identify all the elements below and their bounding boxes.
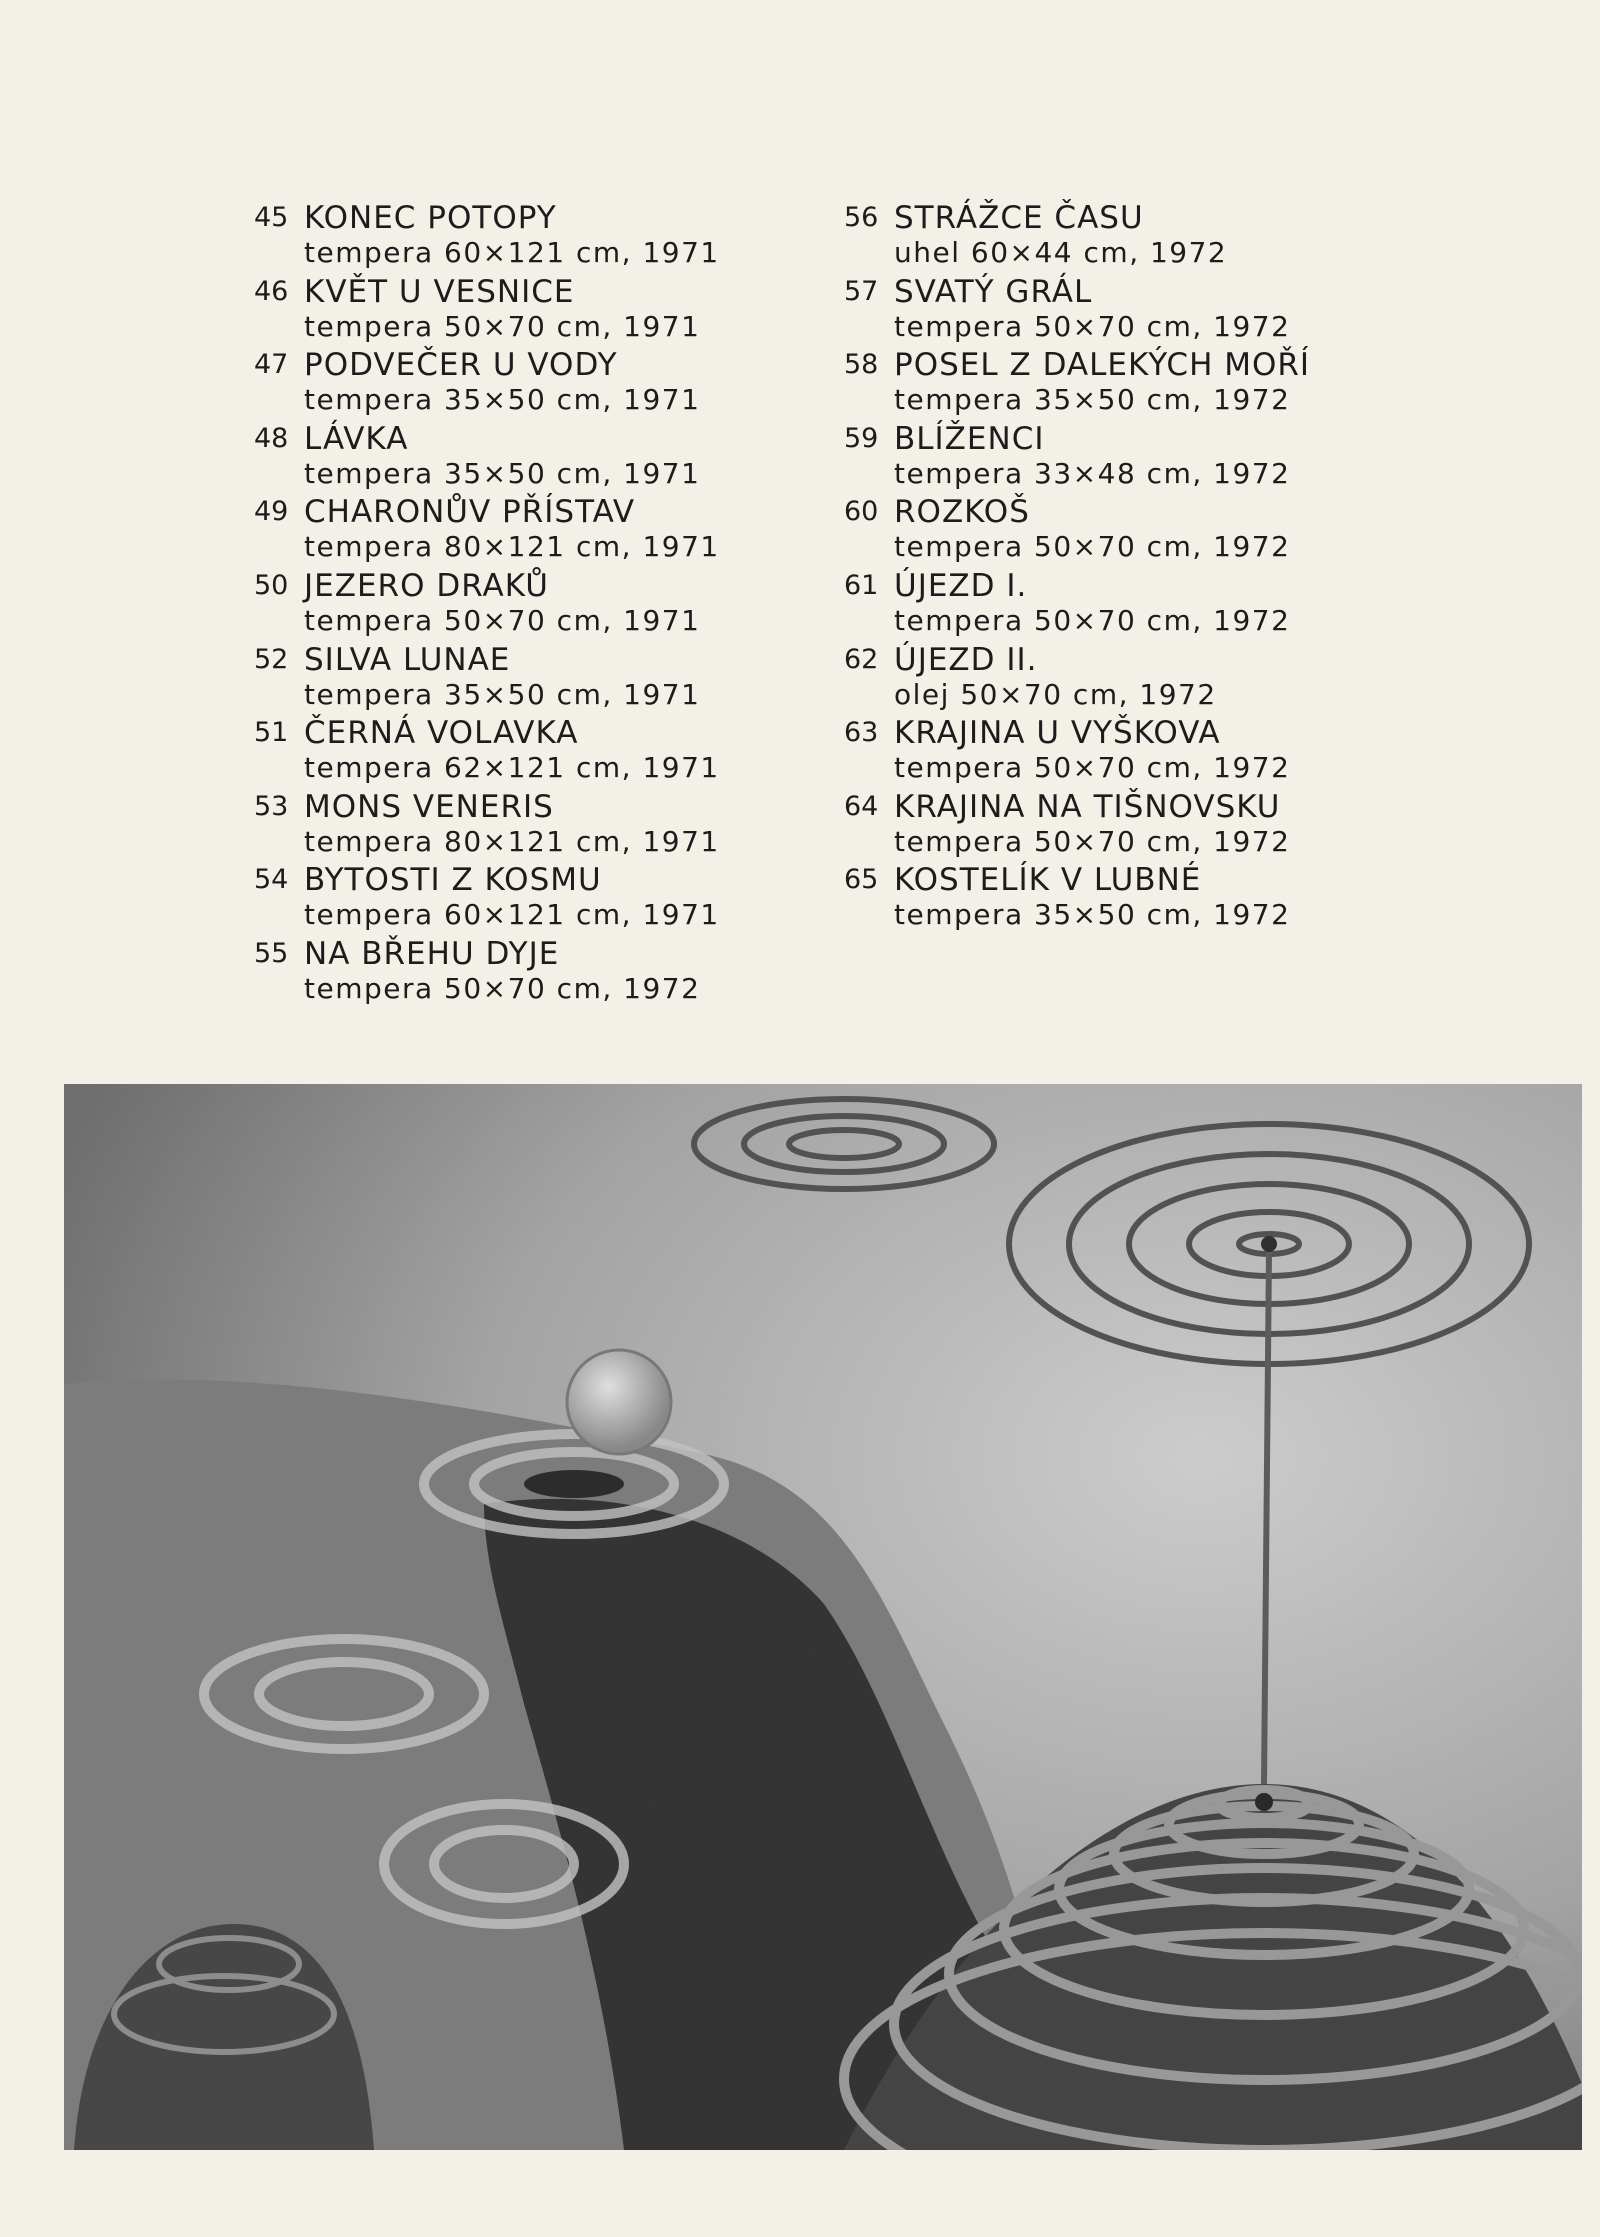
entry-number: 64 bbox=[844, 790, 879, 822]
entry-number: 57 bbox=[844, 275, 879, 307]
catalog-entry bbox=[844, 789, 1404, 863]
entry-detail: tempera 35×50 cm, 1971 bbox=[304, 383, 701, 417]
painting-image bbox=[64, 1084, 1582, 2150]
entry-number: 59 bbox=[844, 422, 879, 454]
entry-detail: tempera 35×50 cm, 1972 bbox=[894, 898, 1291, 932]
catalog-column-left bbox=[254, 200, 814, 1010]
catalog-entry bbox=[254, 347, 814, 421]
catalog-entry bbox=[254, 789, 814, 863]
entry-detail: tempera 50×70 cm, 1972 bbox=[304, 971, 701, 1005]
entry-number: 56 bbox=[844, 202, 879, 233]
entry-number: 45 bbox=[254, 202, 289, 233]
entry-number: 47 bbox=[254, 349, 289, 381]
entry-title: NA BŘEHU DYJE bbox=[304, 935, 560, 972]
entry-detail: tempera 35×50 cm, 1971 bbox=[304, 677, 701, 711]
entry-detail: tempera 35×50 cm, 1971 bbox=[304, 456, 701, 490]
entry-title: JEZERO DRAKŮ bbox=[304, 567, 549, 604]
entry-detail: tempera 50×70 cm, 1972 bbox=[894, 603, 1291, 637]
entry-detail: tempera 50×70 cm, 1971 bbox=[304, 309, 701, 343]
entry-detail: tempera 50×70 cm, 1972 bbox=[894, 530, 1291, 564]
entry-title: ÚJEZD I. bbox=[894, 567, 1028, 604]
entry-title: KVĚT U VESNICE bbox=[304, 273, 575, 310]
entry-title: POSEL Z DALEKÝCH MOŘÍ bbox=[894, 347, 1311, 384]
entry-title: BLÍŽENCI bbox=[894, 420, 1045, 457]
entry-title: PODVEČER U VODY bbox=[304, 347, 618, 384]
catalog-entry bbox=[844, 200, 1404, 274]
catalog-entry bbox=[254, 494, 814, 568]
entry-detail: tempera 80×121 cm, 1971 bbox=[304, 530, 720, 564]
entry-title: SILVA LUNAE bbox=[304, 641, 511, 678]
entry-number: 58 bbox=[844, 349, 879, 381]
entry-title: MONS VENERIS bbox=[304, 788, 554, 825]
catalog-entry bbox=[254, 421, 814, 495]
entry-detail: tempera 60×121 cm, 1971 bbox=[304, 236, 720, 269]
entry-number: 50 bbox=[254, 569, 289, 601]
entry-number: 48 bbox=[254, 422, 289, 454]
entry-number: 63 bbox=[844, 717, 879, 749]
catalog-entry bbox=[844, 568, 1404, 642]
entry-title: SVATÝ GRÁL bbox=[894, 273, 1093, 310]
entry-title: ČERNÁ VOLAVKA bbox=[304, 715, 579, 752]
entry-title: STRÁŽCE ČASU bbox=[894, 200, 1144, 236]
entry-number: 62 bbox=[844, 643, 879, 675]
catalog-entry bbox=[844, 421, 1404, 495]
entry-number: 60 bbox=[844, 496, 879, 528]
entry-number: 55 bbox=[254, 937, 289, 969]
entry-title: KOSTELÍK V LUBNÉ bbox=[894, 862, 1202, 899]
entry-detail: tempera 62×121 cm, 1971 bbox=[304, 751, 720, 785]
catalog-entry bbox=[844, 642, 1404, 716]
entry-title: KONEC POTOPY bbox=[304, 200, 557, 236]
entry-number: 49 bbox=[254, 496, 289, 528]
entry-detail: tempera 50×70 cm, 1972 bbox=[894, 824, 1291, 858]
entry-detail: uhel 60×44 cm, 1972 bbox=[894, 236, 1228, 269]
catalog-entry bbox=[844, 494, 1404, 568]
entry-title: ROZKOŠ bbox=[894, 494, 1030, 531]
painting-reproduction bbox=[64, 1084, 1582, 2150]
catalog-entry bbox=[254, 200, 814, 274]
entry-title: KRAJINA NA TIŠNOVSKU bbox=[894, 788, 1281, 825]
entry-title: LÁVKA bbox=[304, 420, 409, 457]
entry-number: 61 bbox=[844, 569, 879, 601]
entry-number: 53 bbox=[254, 790, 289, 822]
catalog-entry bbox=[844, 274, 1404, 348]
entry-detail: tempera 80×121 cm, 1971 bbox=[304, 824, 720, 858]
entry-detail: tempera 33×48 cm, 1972 bbox=[894, 456, 1291, 490]
entry-detail: tempera 50×70 cm, 1972 bbox=[894, 751, 1291, 785]
catalog-entry bbox=[844, 862, 1404, 936]
entry-detail: tempera 50×70 cm, 1971 bbox=[304, 603, 701, 637]
entry-detail: tempera 60×121 cm, 1971 bbox=[304, 898, 720, 932]
catalog-entry bbox=[254, 936, 814, 1010]
catalog-entry bbox=[254, 715, 814, 789]
entry-number: 46 bbox=[254, 275, 289, 307]
catalog-entry bbox=[254, 274, 814, 348]
entry-title: ÚJEZD II. bbox=[894, 641, 1038, 678]
entry-number: 51 bbox=[254, 717, 289, 749]
entry-number: 52 bbox=[254, 643, 289, 675]
catalog-entry bbox=[254, 862, 814, 936]
entry-detail: olej 50×70 cm, 1972 bbox=[894, 677, 1217, 711]
catalog-entry bbox=[844, 347, 1404, 421]
entry-detail: tempera 35×50 cm, 1972 bbox=[894, 383, 1291, 417]
catalog-entry bbox=[254, 568, 814, 642]
catalog-column-right bbox=[844, 200, 1404, 936]
catalog-entry bbox=[254, 642, 814, 716]
entry-detail: tempera 50×70 cm, 1972 bbox=[894, 309, 1291, 343]
entry-title: KRAJINA U VYŠKOVA bbox=[894, 715, 1221, 752]
entry-number: 54 bbox=[254, 864, 289, 896]
entry-title: BYTOSTI Z KOSMU bbox=[304, 862, 602, 899]
catalog-entry bbox=[844, 715, 1404, 789]
entry-number: 65 bbox=[844, 864, 879, 896]
entry-title: CHARONŮV PŘÍSTAV bbox=[304, 494, 636, 531]
